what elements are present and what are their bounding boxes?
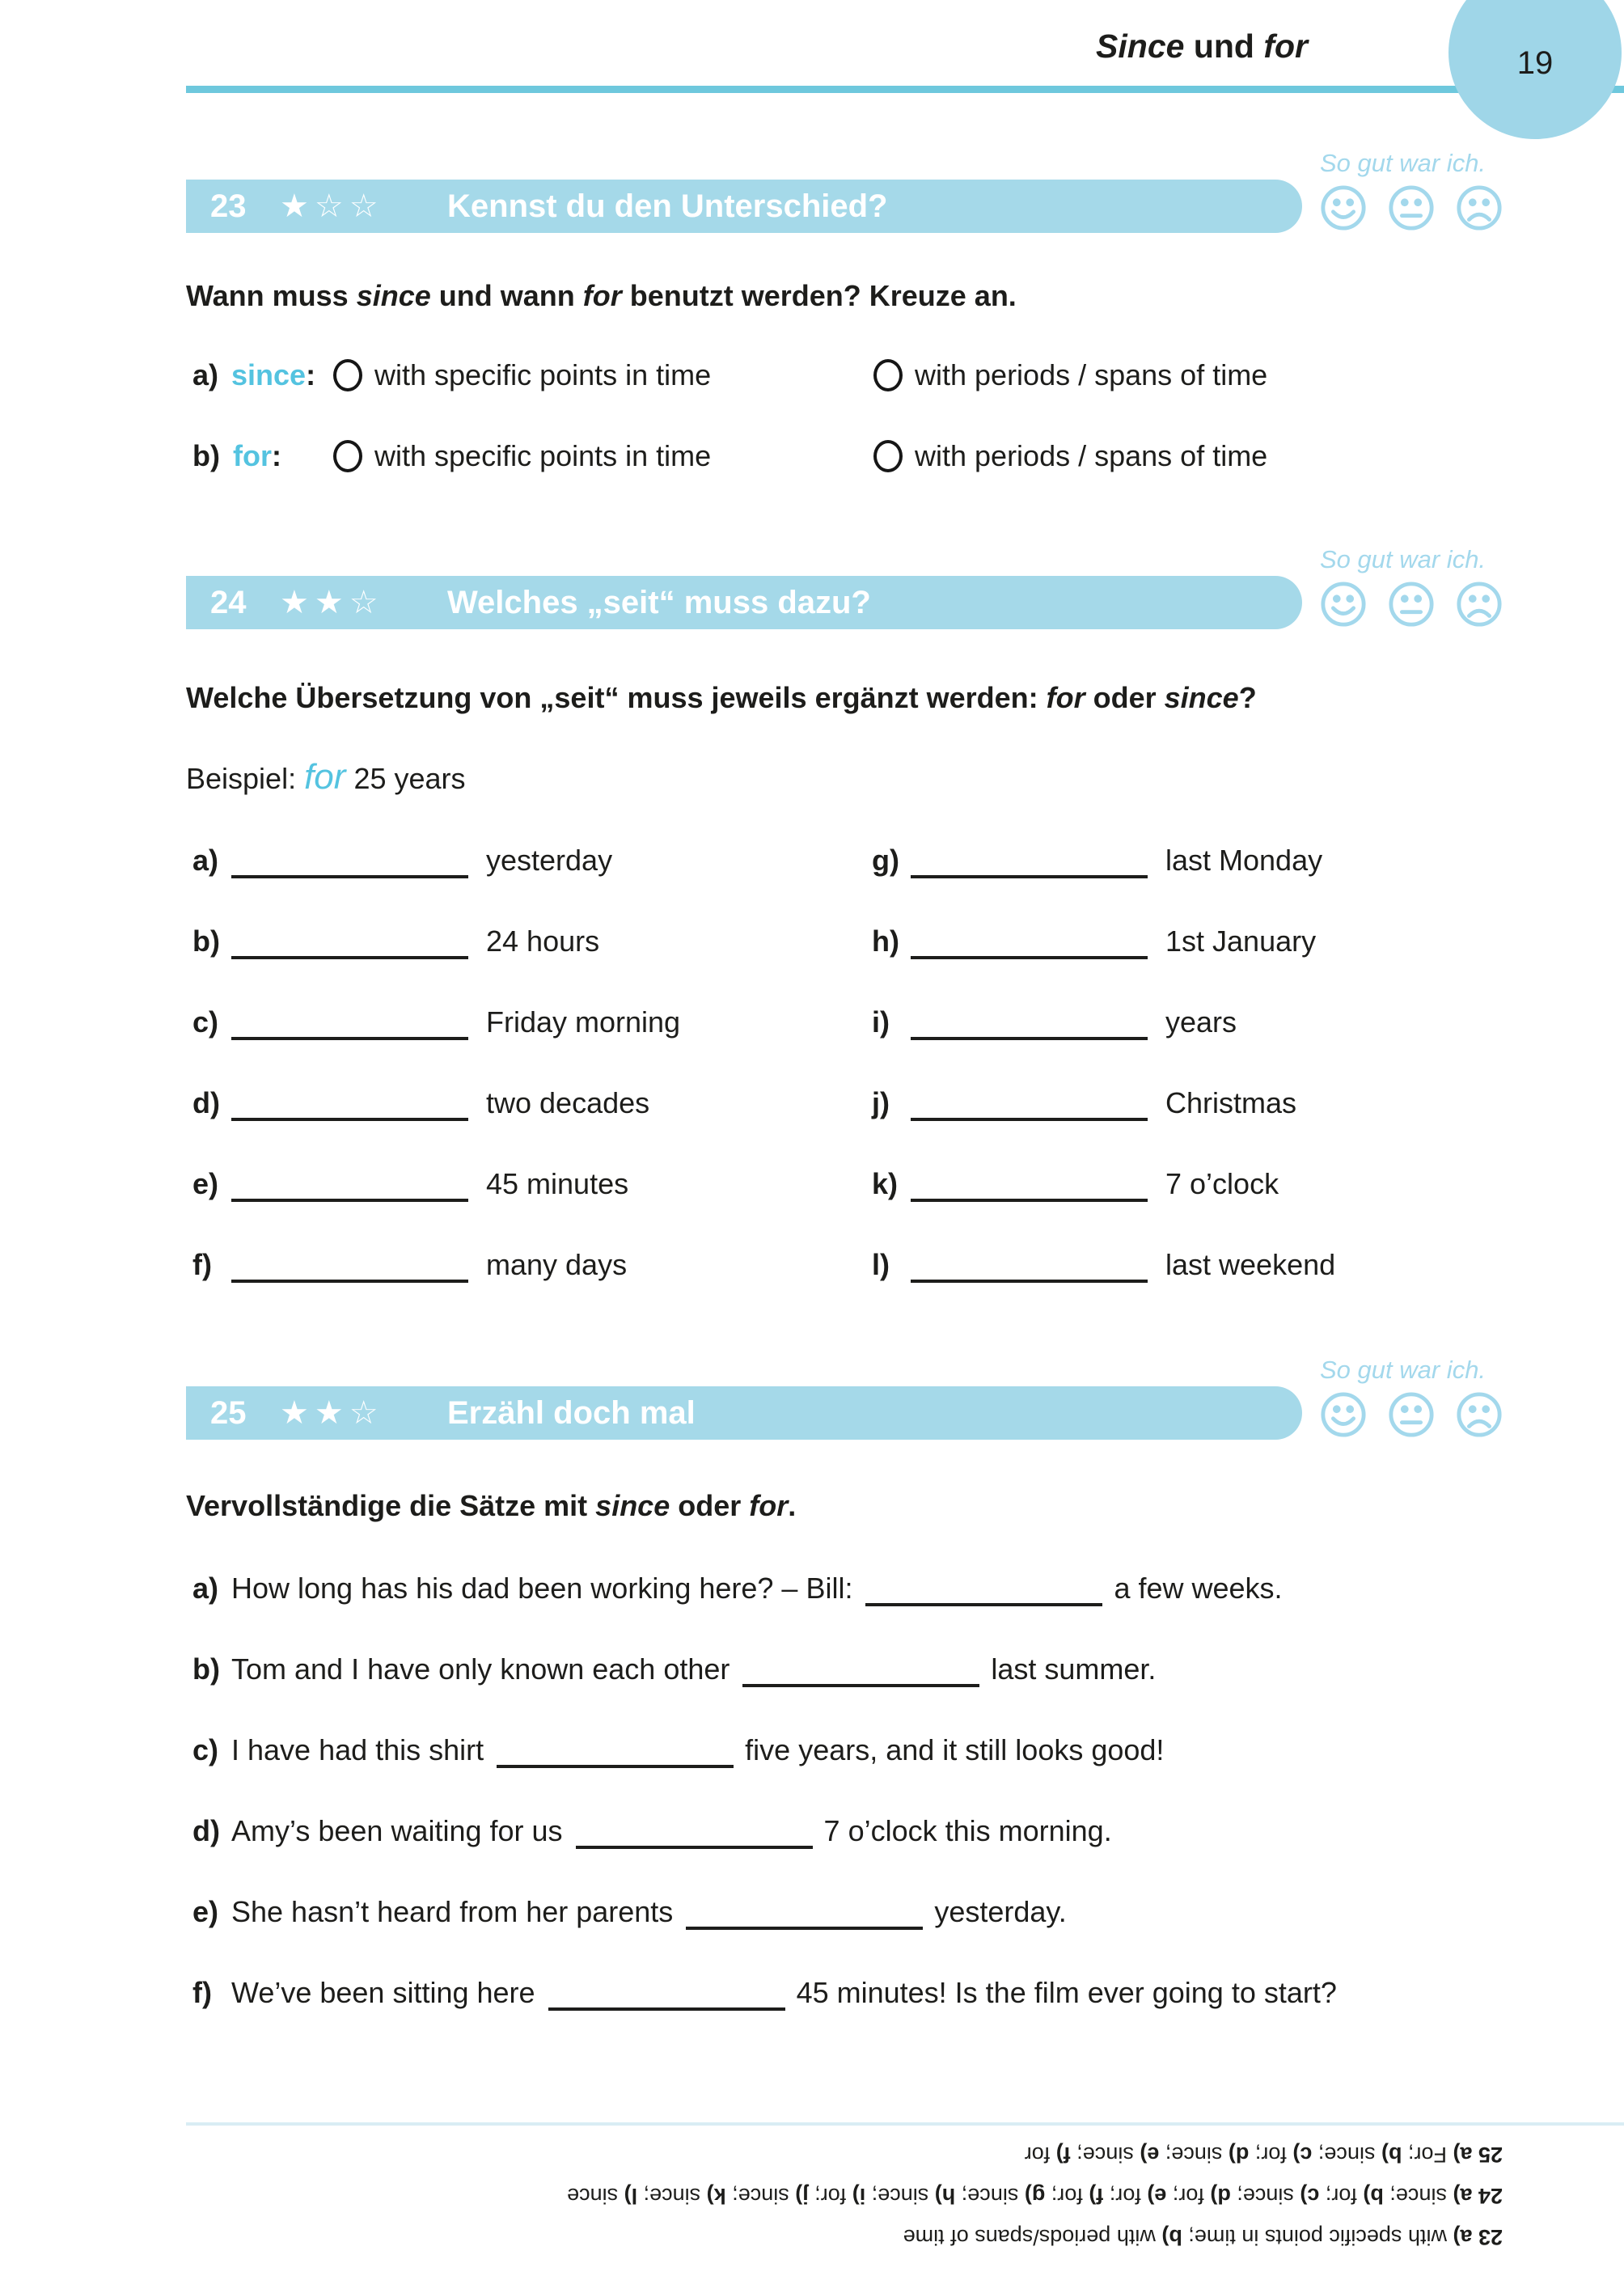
fill-item-g [872, 844, 1322, 878]
exercise-23-prompt: Wann muss since und wann for benutzt werden? Kreuze an. [186, 279, 1017, 312]
exercise-24-header-bar [186, 576, 1302, 629]
radio-periods-spans[interactable] [873, 440, 903, 472]
answer-blank[interactable] [911, 1273, 1148, 1283]
answer-blank[interactable] [911, 869, 1148, 878]
fill-item-c [192, 1005, 680, 1039]
smiley-sad-icon[interactable] [1456, 581, 1503, 628]
header-rule [186, 86, 1624, 93]
fill-item-h [872, 924, 1316, 958]
sentence-before: How long has his dad been working here? – Bill: [231, 1572, 853, 1605]
selfcheck-smileys [1320, 581, 1522, 628]
answer-blank[interactable] [576, 1839, 813, 1849]
sentence-before: I have had this shirt [231, 1733, 484, 1766]
sentence-before: She hasn’t heard from her parents [231, 1895, 674, 1928]
item-text: years [1165, 1005, 1237, 1039]
item-label: c) [192, 1005, 219, 1039]
exercise-number: 24 [210, 584, 247, 620]
sentence-after: 7 o’clock this morning. [823, 1814, 1112, 1847]
sentence-f [192, 1976, 1337, 2010]
item-label: l) [872, 1248, 890, 1281]
answers-divider [186, 2122, 1624, 2126]
selfcheck-label: So gut war ich. [1320, 1356, 1487, 1384]
sentence-after: last summer. [991, 1652, 1157, 1686]
page-number-badge [1448, 0, 1622, 139]
sentence-d [192, 1814, 1112, 1848]
smiley-neutral-icon[interactable] [1388, 184, 1435, 231]
item-text: 24 hours [486, 924, 600, 958]
option-label: with periods / spans of time [915, 358, 1268, 391]
sentence-after: yesterday. [934, 1895, 1067, 1928]
row-lead [192, 439, 281, 472]
colon: : [306, 358, 316, 391]
answer-line-25: 25 a) For; b) since; c) for; d) since; e) since; f) for [1024, 2143, 1503, 2167]
option-label: with periods / spans of time [915, 439, 1268, 472]
sentence-before: Tom and I have only known each other [231, 1652, 730, 1686]
sentence-e [192, 1895, 1067, 1929]
selfcheck-smileys [1320, 1391, 1522, 1438]
selfcheck-label: So gut war ich. [1320, 545, 1487, 573]
option-periods-spans [873, 358, 1267, 392]
answer-blank[interactable] [686, 1920, 923, 1930]
item-label: d) [192, 1086, 220, 1119]
fill-item-i [872, 1005, 1237, 1039]
radio-specific-points[interactable] [333, 440, 362, 472]
sentence-after: a few weeks. [1114, 1572, 1283, 1605]
answer-blank[interactable] [231, 1192, 468, 1202]
option-periods-spans [873, 439, 1267, 473]
fill-item-f [192, 1248, 627, 1282]
item-label: i) [872, 1005, 890, 1039]
answer-blank[interactable] [231, 1111, 468, 1121]
keyword-since: since [231, 358, 307, 391]
item-label: a) [192, 844, 219, 877]
smiley-neutral-icon[interactable] [1388, 581, 1435, 628]
answer-blank[interactable] [742, 1677, 979, 1687]
fill-item-j [872, 1086, 1296, 1120]
item-label: k) [872, 1167, 899, 1200]
item-label: a) [192, 1572, 219, 1605]
fill-item-d [192, 1086, 649, 1120]
difficulty-stars: ★☆☆ [280, 188, 384, 224]
colon: : [271, 439, 281, 472]
answer-blank[interactable] [911, 950, 1148, 959]
answer-blank[interactable] [911, 1111, 1148, 1121]
answer-blank[interactable] [231, 950, 468, 959]
item-text: Christmas [1165, 1086, 1297, 1119]
smiley-happy-icon[interactable] [1320, 581, 1367, 628]
difficulty-stars: ★★☆ [280, 1395, 384, 1431]
item-text: 45 minutes [486, 1167, 629, 1200]
item-label: a) [192, 358, 219, 391]
item-label: e) [192, 1167, 219, 1200]
sentence-a [192, 1572, 1283, 1606]
item-label: b) [192, 924, 220, 958]
answer-blank[interactable] [911, 1192, 1148, 1202]
exercise-number: 23 [210, 188, 247, 224]
fill-item-e [192, 1167, 628, 1201]
option-label: with specific points in time [374, 358, 712, 391]
page-number: 19 [1516, 44, 1554, 81]
sentence-after: five years, and it still looks good! [745, 1733, 1165, 1766]
radio-specific-points[interactable] [333, 359, 362, 391]
answer-key [186, 2134, 1503, 2257]
item-label: f) [192, 1248, 212, 1281]
answer-blank[interactable] [548, 2001, 785, 2011]
selfcheck-ex24 [1320, 545, 1522, 628]
item-text: last Monday [1165, 844, 1323, 877]
answer-blank[interactable] [497, 1758, 734, 1768]
sentence-after: 45 minutes! Is the film ever going to start? [796, 1976, 1337, 2009]
exercise-title: Kennst du den Unterschied? [447, 188, 888, 224]
item-label: g) [872, 844, 899, 877]
item-text: last weekend [1165, 1248, 1336, 1281]
item-label: j) [872, 1086, 890, 1119]
item-label: h) [872, 924, 899, 958]
sentence-before: Amy’s been waiting for us [231, 1814, 563, 1847]
answer-blank[interactable] [231, 1273, 468, 1283]
exercise-25-prompt: Vervollständige die Sätze mit since oder for. [186, 1489, 797, 1522]
item-text: yesterday [486, 844, 613, 877]
keyword-for: for [232, 439, 272, 472]
smiley-happy-icon[interactable] [1320, 184, 1367, 231]
option-label: with specific points in time [374, 439, 712, 472]
answer-blank[interactable] [231, 869, 468, 878]
option-specific-points [333, 439, 711, 473]
selfcheck-label: So gut war ich. [1320, 149, 1487, 177]
difficulty-stars: ★★☆ [280, 585, 384, 620]
answer-line-24: 24 a) since; b) for; c) since; d) for; e) for; f) for; g) since; h) since; i) for; j) since; k) since; l) since [567, 2184, 1503, 2208]
exercise-24-example: Beispiel: for 25 years [186, 757, 466, 797]
item-label: d) [192, 1814, 220, 1847]
item-text: two decades [486, 1086, 650, 1119]
sentence-before: We’ve been sitting here [231, 1976, 535, 2009]
item-label: f) [192, 1976, 212, 2009]
fill-item-b [192, 924, 599, 958]
item-text: 7 o’clock [1165, 1167, 1279, 1200]
page-title: Since und for [1096, 27, 1308, 65]
smiley-happy-icon[interactable] [1320, 1391, 1367, 1438]
answer-blank[interactable] [231, 1030, 468, 1040]
item-label: e) [192, 1895, 219, 1928]
selfcheck-smileys [1320, 184, 1522, 231]
exercise-23-header-bar [186, 180, 1302, 233]
exercise-title: Welches „seit“ muss dazu? [447, 584, 871, 620]
answer-blank[interactable] [865, 1597, 1102, 1606]
row-lead [192, 358, 315, 391]
smiley-neutral-icon[interactable] [1388, 1391, 1435, 1438]
radio-periods-spans[interactable] [873, 359, 903, 391]
answer-blank[interactable] [911, 1030, 1148, 1040]
exercise-23-row-a [192, 358, 1624, 400]
exercise-24-prompt: Welche Übersetzung von „seit“ muss jeweils ergänzt werden: for oder since? [186, 681, 1257, 714]
sentence-b [192, 1652, 1156, 1686]
exercise-title: Erzähl doch mal [447, 1394, 696, 1431]
item-text: 1st January [1165, 924, 1317, 958]
item-text: many days [486, 1248, 628, 1281]
item-label: b) [192, 1652, 220, 1686]
smiley-sad-icon[interactable] [1456, 1391, 1503, 1438]
exercise-25-header-bar [186, 1386, 1302, 1440]
item-label: c) [192, 1733, 219, 1766]
selfcheck-ex25 [1320, 1356, 1522, 1438]
sentence-c [192, 1733, 1164, 1767]
smiley-sad-icon[interactable] [1456, 184, 1503, 231]
exercise-number: 25 [210, 1394, 247, 1431]
fill-item-l [872, 1248, 1335, 1282]
fill-item-a [192, 844, 612, 878]
fill-item-k [872, 1167, 1279, 1201]
item-label: b) [192, 439, 220, 472]
item-text: Friday morning [486, 1005, 681, 1039]
answer-line-23: 23 a) with specific points in time; b) with periods/spans of time [903, 2225, 1503, 2249]
exercise-23-row-b [192, 439, 1624, 481]
option-specific-points [333, 358, 711, 392]
selfcheck-ex23 [1320, 149, 1522, 231]
